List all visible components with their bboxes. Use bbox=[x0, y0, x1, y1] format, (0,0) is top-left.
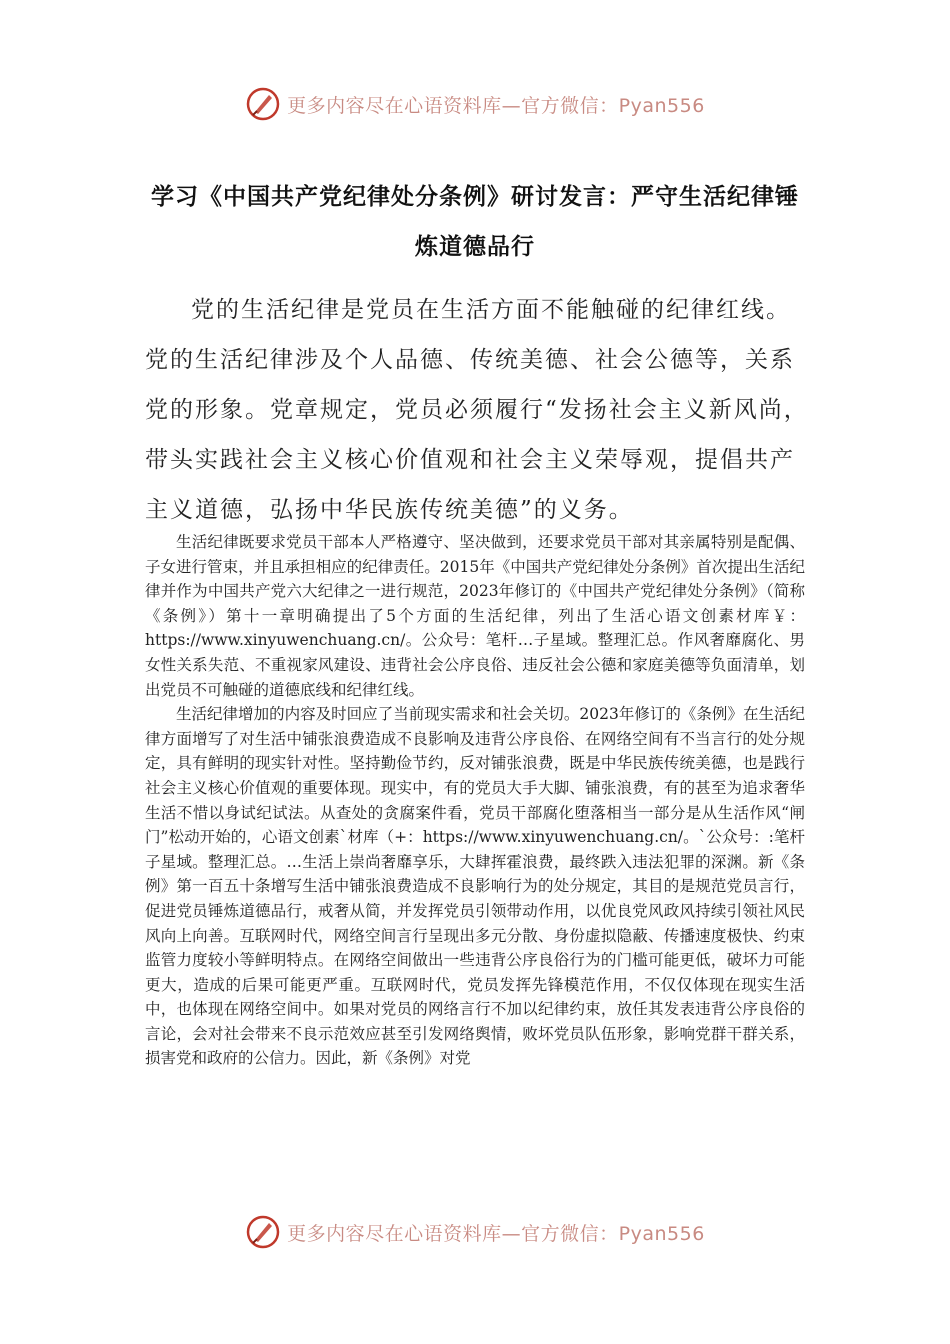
body-paragraph-1: 生活纪律既要求党员干部本人严格遵守、坚决做到，还要求党员干部对其亲属特别是配偶、子女进行管束，并且承担相应的纪律责任。2015年《中国共产党纪律处分条例》首次提出生活纪律并作为中国共产党六大纪律之一进行规范，2023年修订的《中国共产党纪律处分条例》（简称《条例》）第十一章明确提出了5个方面的生活纪律，列出了生活心语文创素材库￥：https://www.xinyuwenchuang.cn/。公众号：笔杆…子星域。整理汇总。作风奢靡腐化、男女性关系失范、不重视家风建设、违背社会公序良俗、违反社会公德和家庭美德等负面清单，划出党员不可触碰的道德底线和纪律红线。 bbox=[145, 533, 805, 699]
header-banner bbox=[0, 80, 950, 128]
lead-paragraph bbox=[145, 285, 810, 535]
quill-seal-icon bbox=[245, 86, 281, 122]
lead-paragraph-text: 党的生活纪律是党员在生活方面不能触碰的纪律红线。党的生活纪律涉及个人品德、传统美德、社会公德等，关系党的形象。党章规定，党员必须履行“发扬社会主义新风尚，带头实践社会主义核心价值观和社会主义荣辱观，提倡共产主义道德，弘扬中华民族传统美德”的义务。 bbox=[145, 297, 809, 523]
footer-banner-text: 更多内容尽在心语资料库—官方微信：Pyan556 bbox=[287, 1222, 705, 1245]
footer-banner bbox=[0, 1208, 950, 1256]
header-banner-text: 更多内容尽在心语资料库—官方微信：Pyan556 bbox=[287, 94, 705, 117]
document-title: 学习《中国共产党纪律处分条例》研讨发言：严守生活纪律锤炼道德品行 bbox=[151, 183, 799, 260]
document-body bbox=[145, 530, 805, 1071]
body-paragraph-2: 生活纪律增加的内容及时回应了当前现实需求和社会关切。2023年修订的《条例》在生活纪律方面增写了对生活中铺张浪费造成不良影响及违背公序良俗、在网络空间有不当言行的处分规定，具有鲜明的现实针对性。坚持勤俭节约，反对铺张浪费，既是中华民族传统美德，也是践行社会主义核心价值观的重要体现。现实中，有的党员大手大脚、铺张浪费，有的甚至为追求奢华生活不惜以身试纪试法。从查处的贪腐案件看，党员干部腐化堕落相当一部分是从生活作风“闸门”松动开始的，心语文创素`材库（+：https://www.xinyuwenchuang.cn/。`公众号：:笔杆子星域。整理汇总。…生活上崇尚奢靡享乐，大肆挥霍浪费，最终跌入违法犯罪的深渊。新《条例》第一百五十条增写生活中铺张浪费造成不良影响行为的处分规定，其目的是规范党员言行，促进党员锤炼道德品行，戒奢从简，并发挥党员引领带动作用，以优良党风政风持续引领社风民风向上向善。互联网时代，网络空间言行呈现出多元分散、身份虚拟隐蔽、传播速度极快、约束监管力度较小等鲜明特点。在网络空间做出一些违背公序良俗行为的门槛可能更低，破坏力可能更大，造成的后果可能更严重。互联网时代，党员发挥先锋模范作用，不仅仅体现在现实生活中，也体现在网络空间中。如果对党员的网络言行不加以纪律约束，放任其发表违背公序良俗的言论，会对社会带来不良示范效应甚至引发网络舆情，败坏党员队伍形象，影响党群干群关系，损害党和政府的公信力。因此，新《条例》对党 bbox=[145, 705, 805, 1068]
quill-seal-icon bbox=[245, 1214, 281, 1250]
